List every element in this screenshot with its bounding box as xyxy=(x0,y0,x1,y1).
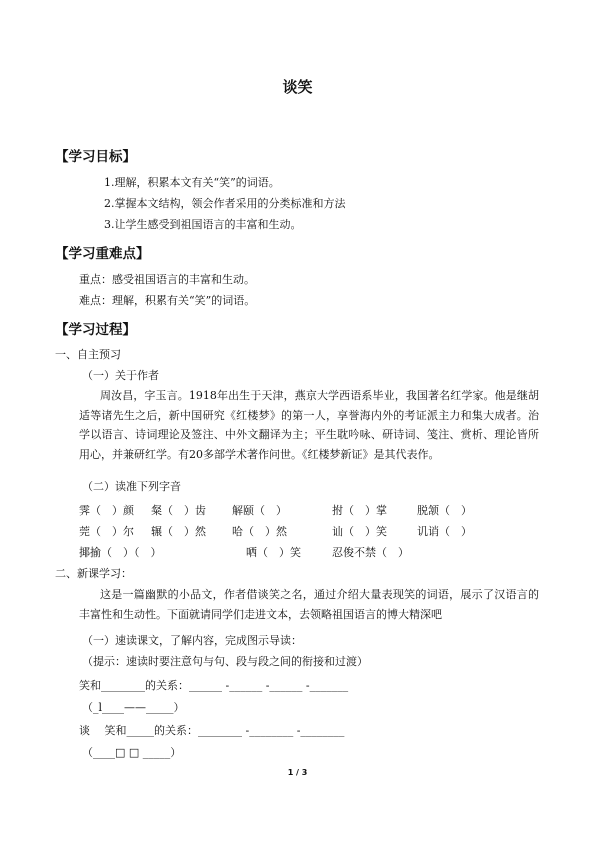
pronunciation-item: 解颐（ ） xyxy=(232,504,287,517)
pronunciation-item: 讪（ ）笑 xyxy=(332,525,387,538)
section-heading-goals: 【学习目标】 xyxy=(55,149,136,165)
section-heading-key-points: 【学习重难点】 xyxy=(55,246,150,262)
pronunciation-item: 哂（ ）笑 xyxy=(246,546,301,559)
pronunciation-item: 粲（ ）齿 xyxy=(151,504,206,517)
part1-heading: 一、自主预习 xyxy=(55,348,121,361)
goal-item-1: 1.理解，积累本文有关“笑”的词语。 xyxy=(104,176,280,189)
intro-paragraph: 这是一篇幽默的小品文，作者借谈笑之名，通过介绍大量表现笑的词语，展示了汉语言的丰富性和生动性。下面就请同学们走进文本，去领略祖国语言的博大精深吧 xyxy=(79,588,539,621)
pronunciation-item: 讥诮（ ） xyxy=(417,525,472,538)
part1-sub1-heading: （一）关于作者 xyxy=(82,369,159,382)
part1-sub2-heading: （二）读准下列字音 xyxy=(82,480,181,493)
goal-item-2: 2.掌握本文结构，领会作者采用的分类标准和方法 xyxy=(104,197,346,210)
part2-sub1-heading: （一）速读课文，了解内容，完成图示导读： xyxy=(82,634,302,647)
goal-item-3: 3.让学生感受到祖国语言的丰富和生动。 xyxy=(104,218,302,231)
diagram-line-2: （_l____——_____） xyxy=(82,701,185,714)
pronunciation-item: 脱颔（ ） xyxy=(417,504,472,517)
pronunciation-item: 揶揄（ ）（ ） xyxy=(79,546,162,559)
pronunciation-item: 霁（ ）颜 xyxy=(79,504,134,517)
pronunciation-item: 拊（ ）掌 xyxy=(332,504,387,517)
pronunciation-item: 忍俊不禁（ ） xyxy=(332,546,409,559)
key-point: 重点：感受祖国语言的丰富和生动。 xyxy=(79,273,255,286)
reading-hint: （提示：速读时要注意句与句、段与段之间的衔接和过渡） xyxy=(82,655,368,668)
diagram-line-4: （____□ □ _____） xyxy=(82,746,182,759)
part2-heading: 二、新课学习： xyxy=(55,567,132,580)
diagram-line-3: 谈 笑和_____的关系：________ -________ -________ xyxy=(79,724,345,737)
diagram-line-1: 笑和________的关系：______ -______ -______ -_______ xyxy=(79,679,349,692)
pronunciation-item: 哈（ ）然 xyxy=(232,525,287,538)
page-number: 1 / 3 xyxy=(287,768,308,777)
pronunciation-item: 辗（ ）然 xyxy=(151,525,206,538)
section-heading-process: 【学习过程】 xyxy=(55,322,136,338)
page-title: 谈笑 xyxy=(282,78,313,96)
pronunciation-item: 莞（ ）尔 xyxy=(79,525,134,538)
difficult-point: 难点：理解，积累有关“笑”的词语。 xyxy=(79,294,256,307)
author-paragraph: 周汝昌，字玉言。1918年出生于天津，燕京大学西语系毕业，我国著名红学家。他是继胡适等诸先生之后，新中国研究《红楼梦》的第一人，享誉海内外的考证派主力和集大成者。治学以语言、诗词理论及签注、中外文翻译为主；平生耽吟咏、研诗词、笺注、赏析、理论皆所用心，并兼研红学。有20多部学术著作问世。《红楼梦新证》是其代表作。 xyxy=(79,389,539,462)
